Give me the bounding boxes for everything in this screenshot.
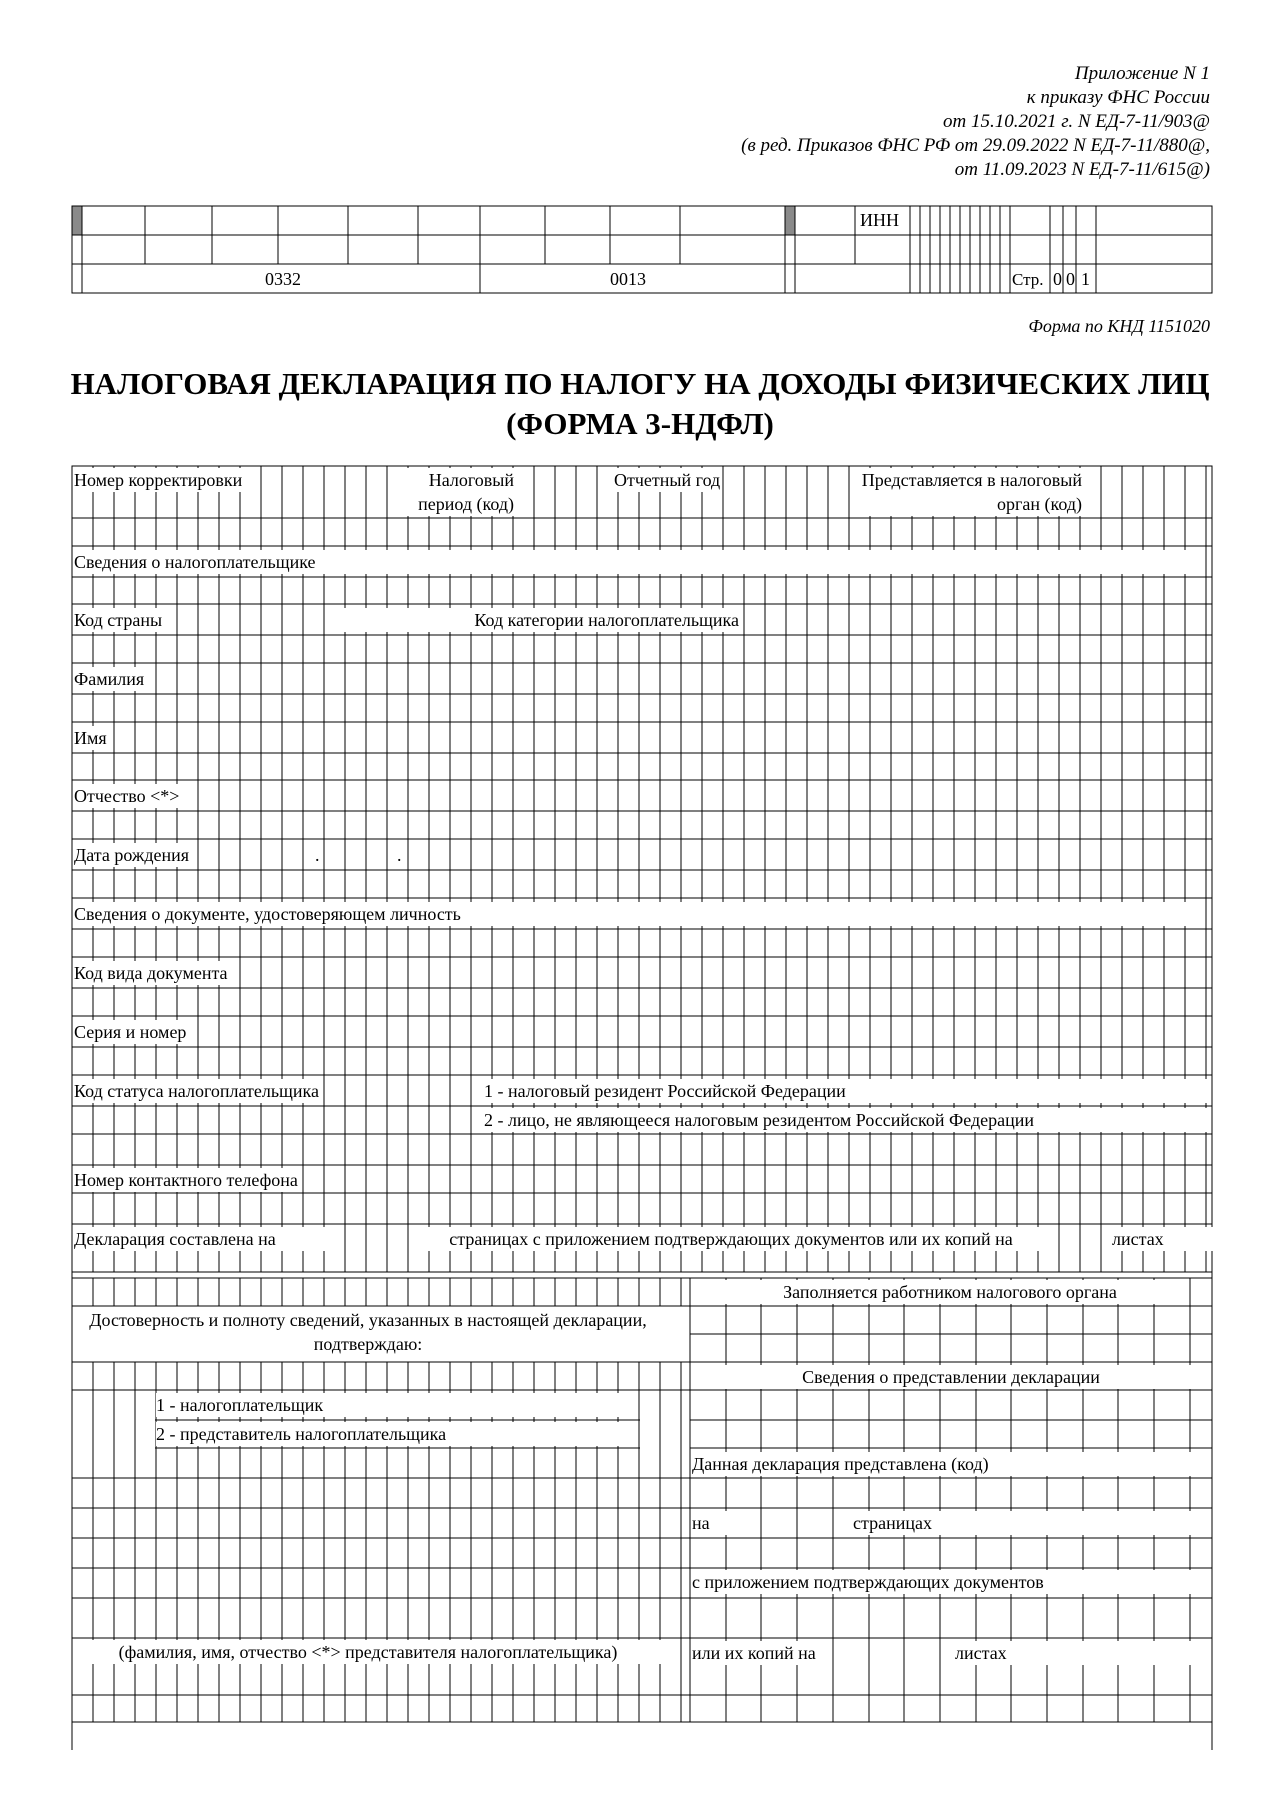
label-tax-period: Налоговый период (код) (396, 468, 514, 516)
label-phone: Номер контактного телефона (74, 1168, 302, 1192)
label-series-number: Серия и номер (74, 1020, 190, 1044)
confirm-option-2: 2 - представитель налогоплательщика (156, 1422, 638, 1446)
label-birth-date: Дата рождения (74, 843, 195, 867)
appendix-line-2: к приказу ФНС России (1026, 87, 1210, 108)
label-correction-number: Номер корректировки (74, 468, 246, 492)
inn-label: ИНН (860, 210, 899, 230)
code-right: 0013 (610, 269, 646, 289)
label-sheets: листах (1108, 1227, 1214, 1251)
office-on: на (692, 1511, 732, 1535)
birth-date-dot-2: . (397, 845, 402, 865)
office-sheets: листах (955, 1641, 1210, 1665)
representative-name-caption: (фамилия, имя, отчество <*> представителя налогоплательщика) (74, 1640, 662, 1664)
office-or-copies: или их копий на (692, 1641, 832, 1665)
corner-marker-left (72, 206, 82, 235)
label-report-year: Отчетный год (614, 470, 721, 490)
label-taxpayer-info: Сведения о налогоплательщике (74, 550, 1204, 574)
label-patronymic: Отчество <*> (74, 784, 183, 808)
label-compiled-on: Декларация составлена на (74, 1227, 326, 1251)
page-digit-3: 1 (1081, 269, 1090, 289)
label-name: Имя (74, 726, 113, 750)
label-pages-with-docs: страницах с приложением подтверждающих документов или их копий на (420, 1227, 1042, 1251)
label-status-code: Код статуса налогоплательщика (74, 1079, 323, 1103)
confirm-text: Достоверность и полноту сведений, указанных в настоящей декларации, подтверждаю: (74, 1308, 662, 1356)
appendix-line-4: (в ред. Приказов ФНС РФ от 29.09.2022 N ЕД-7-11/880@, (741, 135, 1210, 156)
appendix-line-3: от 15.10.2021 г. N ЕД-7-11/903@ (942, 111, 1210, 132)
label-surname: Фамилия (74, 667, 150, 691)
page-digit-1: 0 (1053, 269, 1062, 289)
page-label: Стр. (1012, 270, 1044, 289)
appendix-line-5: от 11.09.2023 N ЕД-7-11/615@) (954, 159, 1210, 180)
page-digit-2: 0 (1066, 269, 1075, 289)
label-country-code: Код страны (74, 608, 166, 632)
office-pages: страницах (853, 1511, 1210, 1535)
label-tax-authority: Представляется в налоговый орган (код) (861, 470, 1082, 514)
page-title: НАЛОГОВАЯ ДЕКЛАРАЦИЯ ПО НАЛОГУ НА ДОХОДЫ ФИЗИЧЕСКИХ ЛИЦ (ФОРМА 3-НДФЛ) (70, 366, 1210, 441)
status-option-1: 1 - налоговый резидент Российской Федерации (484, 1079, 1210, 1103)
label-document-type-code: Код вида документа (74, 961, 232, 985)
office-submitted-code: Данная декларация представлена (код) (692, 1452, 1210, 1476)
office-with-docs: с приложением подтверждающих документов (692, 1570, 1210, 1594)
label-id-document-info: Сведения о документе, удостоверяющем личность (74, 902, 1204, 926)
cell-dividers (93, 466, 1206, 1272)
label-taxpayer-category: Код категории налогоплательщика (333, 608, 739, 632)
form-knd-code: Форма по КНД 1151020 (1028, 316, 1210, 336)
confirm-option-1: 1 - налогоплательщик (156, 1393, 638, 1417)
main-form-grid (72, 466, 1212, 1278)
status-option-2: 2 - лицо, не являющееся налоговым резидентом Российской Федерации (484, 1108, 1210, 1132)
office-submission-info: Сведения о представлении декларации (692, 1365, 1210, 1389)
code-left: 0332 (265, 269, 301, 289)
appendix-line-1: Приложение N 1 (1074, 63, 1210, 84)
corner-marker-right (785, 206, 795, 235)
office-header: Заполняется работником налогового органа (720, 1280, 1180, 1304)
birth-date-dot-1: . (315, 845, 320, 865)
